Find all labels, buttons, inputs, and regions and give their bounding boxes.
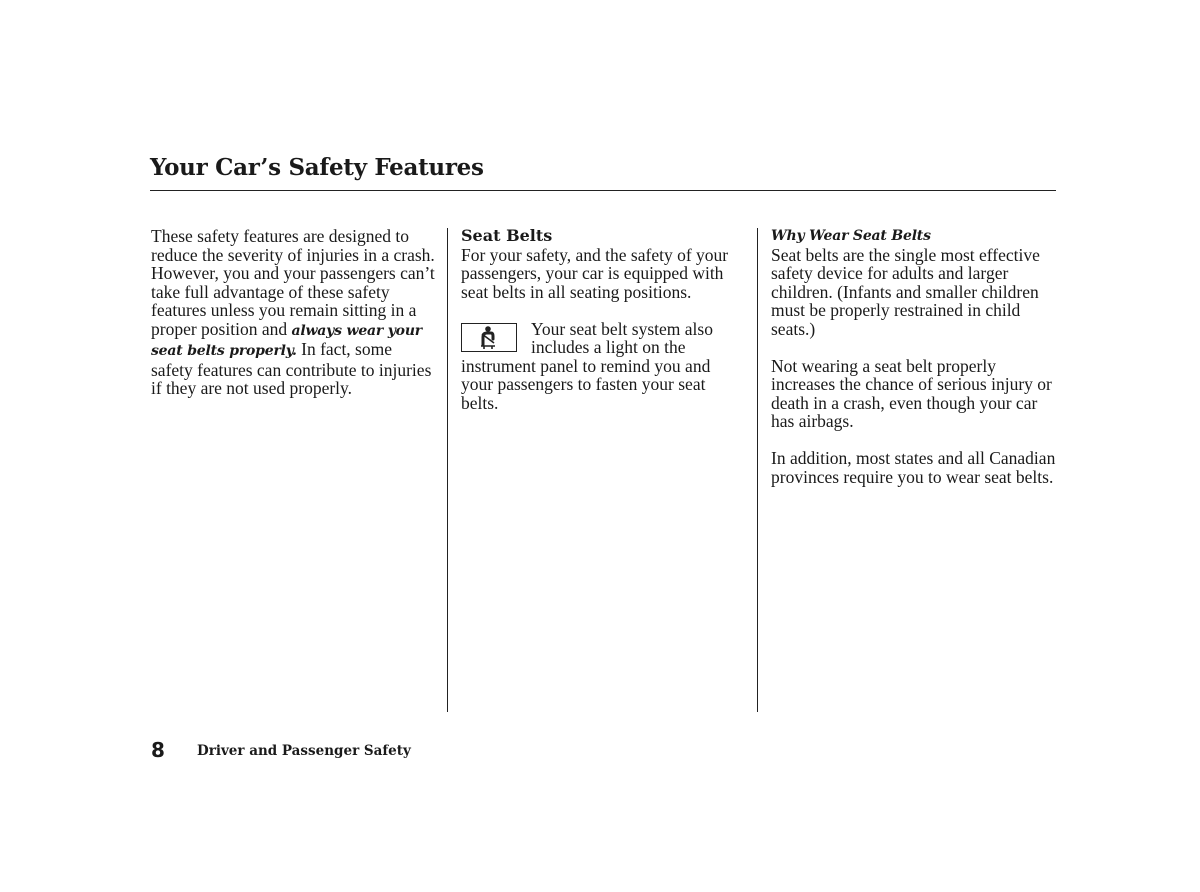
page-number: 8 <box>151 738 165 762</box>
seat-belts-paragraph: For your safety, and the safety of your passengers, your car is equipped with seat belts in all seating positions. <box>461 244 729 302</box>
intro-text-end: In fact, some safety features can contribute to injuries if they are not used properly. <box>151 339 432 398</box>
reminder-light-block <box>461 320 746 413</box>
why-wear-column <box>771 227 1061 486</box>
intro-paragraph <box>151 227 436 398</box>
title-divider <box>150 190 1056 191</box>
reminder-light-paragraph: Your seat belt system also includes a light on the instrument panel to remind you and your passengers to fasten your seat belts. <box>461 318 713 413</box>
column-divider <box>447 228 448 712</box>
seat-belt-reminder-icon <box>461 323 517 352</box>
seat-belts-column <box>461 227 746 412</box>
why-wear-paragraph-3: In addition, most states and all Canadian provinces require you to wear seat belts. <box>771 448 1056 487</box>
intro-text: These safety features are designed to reduce the severity of injuries in a crash. However, you and your passengers can’t take full advantage of these safety features unless you remain sitting in a proper position and <box>151 226 435 339</box>
intro-column <box>151 227 436 398</box>
why-wear-heading: Why Wear Seat Belts <box>771 228 931 244</box>
intro-emphasis: always wear your seat belts properly. <box>151 322 422 359</box>
seat-belts-heading: Seat Belts <box>461 226 553 245</box>
why-wear-paragraph-1: Seat belts are the single most effective safety device for adults and larger children. (Infants and smaller children must be properly restrained in child seats.) <box>771 244 1040 339</box>
page-title: Your Car’s Safety Features <box>150 154 484 181</box>
column-divider <box>757 228 758 712</box>
section-label: Driver and Passenger Safety <box>197 743 411 759</box>
why-wear-paragraph-2: Not wearing a seat belt properly increases the chance of serious injury or death in a crash, even though your car has airbags. <box>771 355 1052 431</box>
